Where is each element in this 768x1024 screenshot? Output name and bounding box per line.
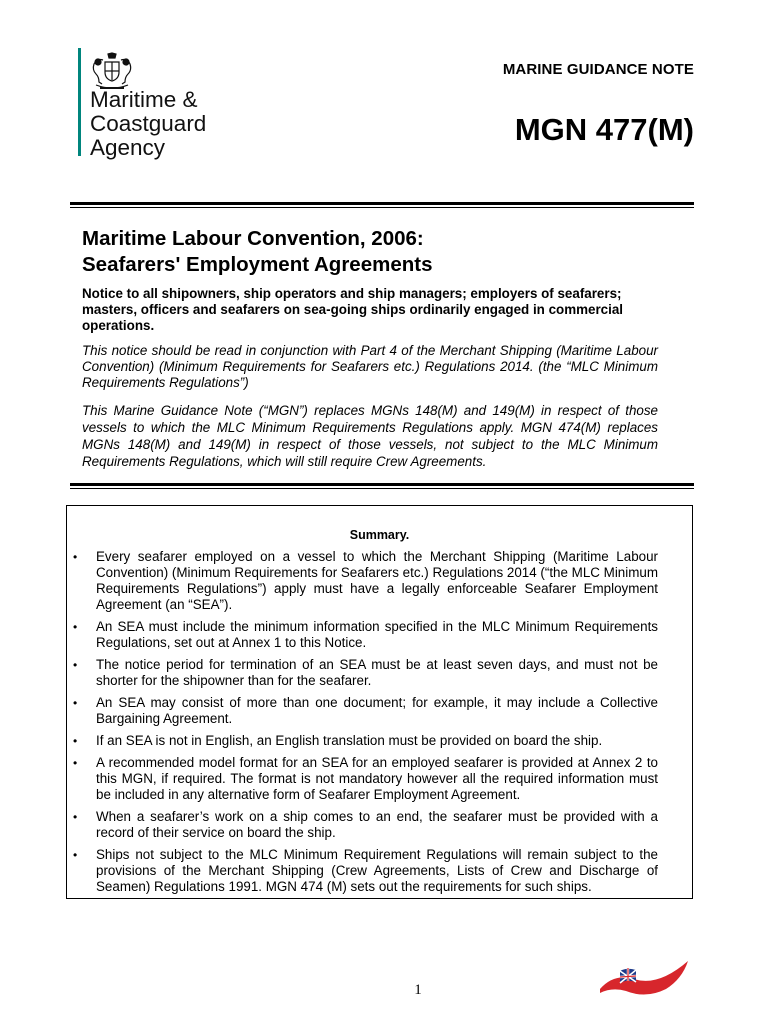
royal-coat-of-arms-icon: [90, 52, 134, 90]
summary-item: [67, 847, 692, 895]
summary-item-text: If an SEA is not in English, an English translation must be provided on board the ship.: [96, 733, 603, 748]
summary-item: [67, 619, 692, 651]
summary-item-text: A recommended model format for an SEA for an employed seafarer is provided at Annex 2 to this MGN, if required. The format is not mandatory however all the required information must be included in any alternative form of Seafarer Employment Agreement.: [96, 755, 658, 802]
summary-item-text: Ships not subject to the MLC Minimum Requirement Regulations will remain subject to the provisions of the Merchant Shipping (Crew Agreements, Lists of Crew and Discharge of Seamen) Regulations 1991. MGN 474 (M) sets out the requirements for such ships.: [96, 847, 658, 894]
bullet: •: [73, 734, 78, 748]
intro-paragraph: This Marine Guidance Note (“MGN”) replaces MGNs 148(M) and 149(M) in respect of those vessels to which the MLC Minimum Requirements Regulations apply. MGN 474(M) replaces MGNs 148(M) and 149(M) in respect of those vessels, not subject to the MLC Minimum Requirements Regulations, which will still require Crew Agreements.: [82, 403, 658, 469]
red-ensign-icon: [596, 955, 696, 999]
bullet: •: [73, 810, 78, 824]
agency-name-line: Agency: [90, 135, 166, 160]
bullet: •: [73, 848, 78, 862]
title-line: Maritime Labour Convention, 2006:: [82, 227, 424, 250]
document-number: MGN 477(M): [514, 112, 694, 147]
summary-item-text: An SEA must include the minimum information specified in the MLC Minimum Requirements Regulations, set out at Annex 1 to this Notice.: [96, 619, 658, 650]
agency-logo: [78, 48, 258, 160]
bullet: •: [73, 696, 78, 710]
header-rule: [70, 202, 694, 209]
document-type-label: MARINE GUIDANCE NOTE: [502, 61, 694, 78]
bullet: •: [73, 620, 78, 634]
summary-item-text: The notice period for termination of an SEA must be at least seven days, and must not be shorter for the shipowner than for the seafarer.: [96, 657, 658, 688]
summary-box: [66, 505, 693, 899]
summary-item: [67, 733, 692, 749]
summary-item: [67, 549, 692, 613]
summary-item: [67, 657, 692, 689]
logo-bar: [78, 48, 81, 156]
title-line: Seafarers' Employment Agreements: [82, 253, 433, 276]
summary-item-text: Every seafarer employed on a vessel to which the Merchant Shipping (Maritime Labour Convention) (Minimum Requirements for Seafarers etc.) Regulations 2014 (“the MLC Minimum Requirements Regulations”) apply must have a legally enforceable Seafarer Employment Agreement (an “SEA”).: [96, 549, 658, 612]
page-number: 1: [414, 982, 422, 998]
notice-paragraph: Notice to all shipowners, ship operators and ship managers; employers of seafarers; masters, officers and seafarers on sea-going ships ordinarily engaged in commercial operations.: [82, 286, 624, 333]
summary-list: [67, 549, 692, 901]
bullet: •: [73, 658, 78, 672]
summary-item-text: When a seafarer’s work on a ship comes to an end, the seafarer must be provided with a record of their service on board the ship.: [96, 809, 658, 840]
summary-item: [67, 809, 692, 841]
agency-name-line: Coastguard: [90, 111, 207, 136]
intro-paragraph: This notice should be read in conjunction with Part 4 of the Merchant Shipping (Maritime Labour Convention) (Minimum Requirements for Seafarers etc.) Regulations 2014. (the “MLC Minimum Requirements Regulations”): [82, 343, 658, 390]
summary-item: [67, 695, 692, 727]
agency-name: [90, 88, 206, 160]
bullet: •: [73, 550, 78, 564]
summary-item-text: An SEA may consist of more than one document; for example, it may include a Collective Bargaining Agreement.: [96, 695, 658, 726]
summary-item: [67, 755, 692, 803]
bullet: •: [73, 756, 78, 770]
section-rule: [70, 483, 694, 490]
summary-heading: Summary.: [349, 528, 410, 542]
document-title: [82, 226, 432, 278]
agency-name-line: Maritime &: [90, 87, 198, 112]
